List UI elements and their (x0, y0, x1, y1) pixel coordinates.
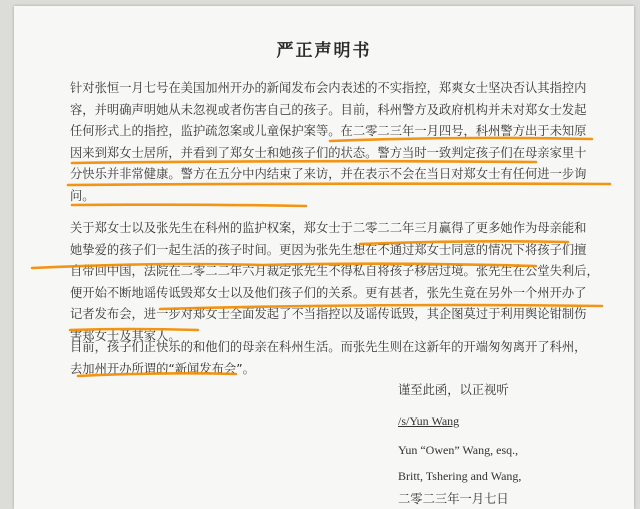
text-line: 任何形式上的指控，监护疏忽案或儿童保护案等。在二零二三年一月四号，科州警方出于未知原 (70, 124, 587, 138)
text-line: 去加州开办所谓的“新闻发布会”。 (70, 361, 255, 376)
signature-closing: 谨至此函，以正视听 (398, 383, 509, 397)
paragraph-custody (70, 218, 622, 347)
text-line: 分快乐并非常健康。警方在五分中内结束了来访，并在表示不会在当日对郑女士有任何进一步询 (70, 167, 587, 181)
signature-name: /s/Yun Wang (398, 414, 460, 428)
document-page (14, 6, 634, 509)
signature-lawyer: Yun “Owen” Wang, esq., (398, 443, 519, 457)
signature-date: 二零二三年一月七日 (398, 492, 509, 506)
paragraph-current (70, 337, 622, 380)
text-line: 便开始不断地谣传诋毁郑女士以及他们孩子们的关系。更有甚者，张先生竟在另外一个州开办了 (70, 285, 587, 300)
text-line: 问。 (70, 188, 95, 203)
paragraph-statement (70, 78, 622, 207)
text-line: 针对张恒一月七号在美国加州开办的新闻发布会内表述的不实指控，郑爽女士坚决否认其指控内 (70, 81, 587, 95)
document-title: 严正声明书 (276, 41, 372, 61)
text-line: 她挚爱的孩子们一起生活的孩子时间。更因为张先生想在不通过郑女士同意的情况下将孩子们擅 (70, 242, 587, 257)
text-line: 害郑女士及其家人。 (70, 328, 181, 343)
text-line: 自带回中国，法院在二零二二年六月裁定张先生不得私自将孩子移居过境。张先生在公堂失利后， (70, 264, 599, 278)
text-line: 目前，孩子们正快乐的和他们的母亲在科州生活。而张先生则在这新年的开端匆匆离开了科州， (70, 340, 587, 354)
text-line: 记者发布会，进一步对郑女士全面发起了不当指控以及谣传诋毁，其企图莫过于利用舆论钳制伤 (70, 307, 587, 321)
signature-firm: Britt, Tshering and Wang, (398, 469, 522, 483)
text-line: 容，并明确声明她从未忽视或者伤害自己的孩子。目前，科州警方及政府机构并未对郑女士发起 (70, 102, 587, 117)
text-line: 关于郑女士以及张先生在科州的监护权案，郑女士于二零二二年三月赢得了更多她作为母亲能和 (70, 221, 587, 235)
text-line: 因来到郑女士居所，并看到了郑女士和她孩子们的状态。警方当时一致判定孩子们在母亲家里十 (70, 145, 587, 160)
